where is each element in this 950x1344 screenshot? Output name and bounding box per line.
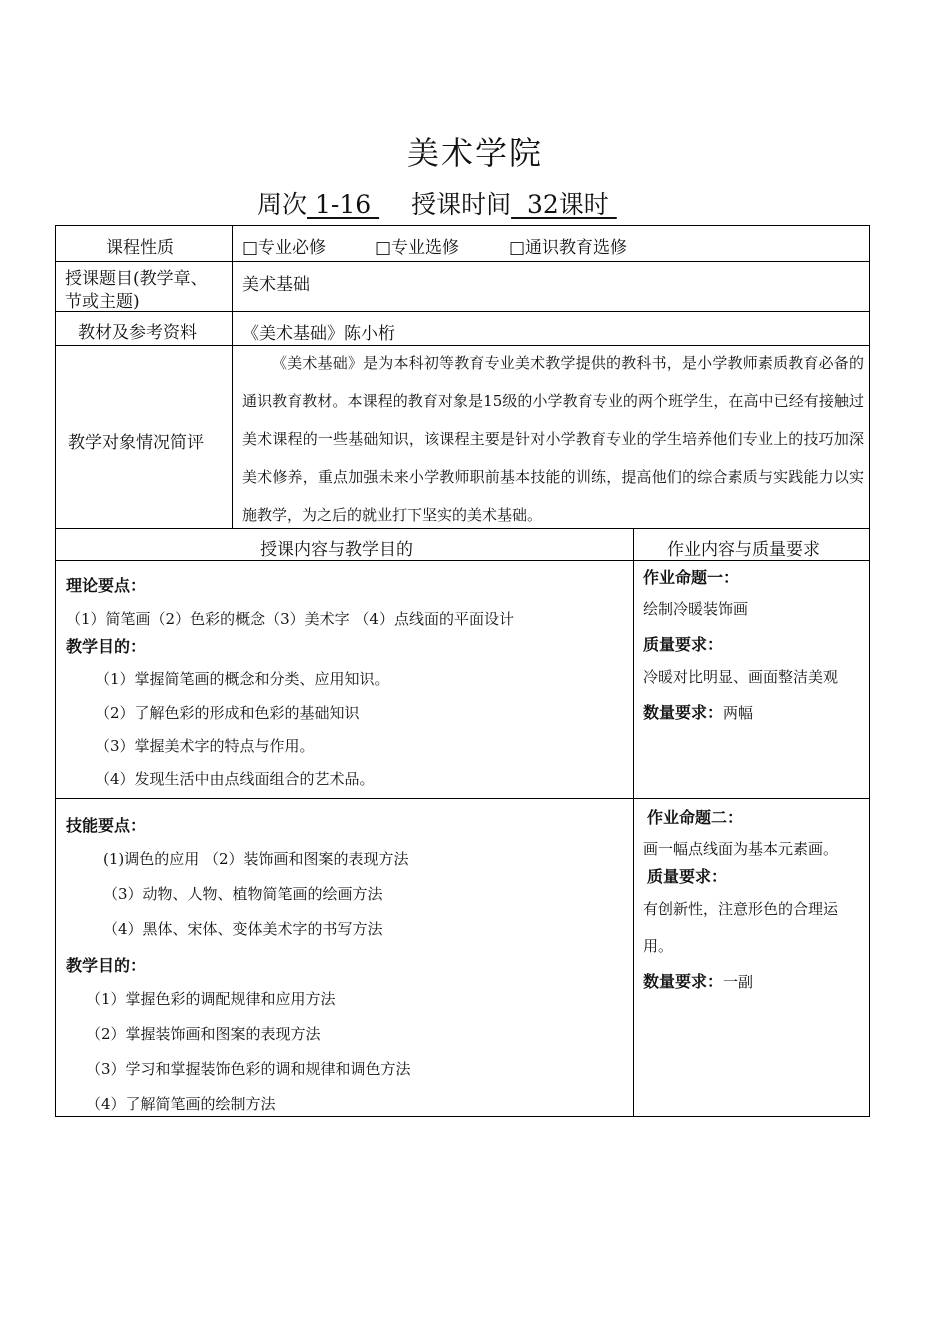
materials-label: 教材及参考资料 <box>78 323 197 343</box>
skills-point-2: （3）动物、人物、植物简笔画的绘画方法 <box>103 885 383 903</box>
hours-label: 授课时间 <box>411 190 512 219</box>
homework1-task: 绘制冷暖装饰画 <box>643 600 749 618</box>
homework2-heading: 作业命题二： <box>647 808 744 827</box>
theory-goal-3: （3）掌握美术字的特点与作用。 <box>95 737 315 755</box>
option-required[interactable]: □专业必修 <box>242 238 327 258</box>
homework2-quantity-heading: 数量要求： <box>643 972 724 991</box>
page-title: 美术学院 <box>406 134 543 172</box>
week-value: 1-16 <box>307 190 380 219</box>
homework2-quality-heading: 质量要求： <box>647 867 728 886</box>
topic-value: 美术基础 <box>242 275 310 295</box>
option-elective[interactable]: □专业选修 <box>375 238 460 258</box>
week-label: 周次 <box>257 190 308 219</box>
content-header: 授课内容与教学目的 <box>260 540 413 560</box>
audience-text: 《美术基础》是为本科初等教育专业美术教学提供的教科书，是小学教师素质教育必备的通识教育教材。本课程的教育对象是15级的小学教育专业的两个班学生，在高中已经有接触过美术课程的一些基础知识，该课程主要是针对小学教育专业的学生培养他们专业上的技巧加深美术修养，重点加强未来小学教师职前基本技能的训练，提高他们的综合素质与实践能力以实施教学，为之后的就业打下坚实的美术基础。 <box>242 354 864 524</box>
skills-point-1: (1)调色的应用 （2）装饰画和图案的表现方法 <box>103 850 409 868</box>
course-type-label: 课程性质 <box>106 238 174 258</box>
skills-point-3: （4）黑体、宋体、变体美术字的书写方法 <box>103 920 383 938</box>
topic-label-line2: 节或主题) <box>65 292 140 312</box>
option-general-elective[interactable]: □通识教育选修 <box>509 238 628 258</box>
topic-label-line1: 授课题目(教学章、 <box>65 269 208 289</box>
skills-goal-1: （1）掌握色彩的调配规律和应用方法 <box>86 990 336 1008</box>
theory-goal-4: （4）发现生活中由点线面组合的艺术品。 <box>95 770 375 788</box>
theory-goal-2: （2）了解色彩的形成和色彩的基础知识 <box>95 704 360 722</box>
homework2-quantity: 一副 <box>723 973 754 991</box>
homework1-quantity-row <box>643 700 753 723</box>
audience-label: 教学对象情况简评 <box>68 433 204 453</box>
theory-heading: 理论要点： <box>66 576 147 595</box>
homework1-quality: 冷暖对比明显、画面整洁美观 <box>643 668 839 686</box>
theory-points: （1）简笔画（2）色彩的概念（3）美术字 （4）点线面的平面设计 <box>66 610 514 628</box>
skills-goal-4: （4）了解简笔画的绘制方法 <box>86 1095 276 1113</box>
homework1-quantity: 两幅 <box>723 704 754 722</box>
skills-goal-2: （2）掌握装饰画和图案的表现方法 <box>86 1025 321 1043</box>
skills-goal-3: （3）学习和掌握装饰色彩的调和规律和调色方法 <box>86 1060 411 1078</box>
skills-goal-heading: 教学目的： <box>66 956 147 975</box>
theory-goal-heading: 教学目的： <box>66 637 147 656</box>
homework1-heading: 作业命题一： <box>643 568 740 587</box>
homework2-task: 画一幅点线面为基本元素画。 <box>643 840 839 858</box>
hours-value: 32课时 <box>511 190 617 219</box>
homework2-quality-line1: 有创新性，注意形色的合理运 <box>643 900 839 918</box>
schedule-line <box>257 185 617 221</box>
materials-value: 《美术基础》陈小桁 <box>242 324 395 344</box>
theory-goal-1: （1）掌握简笔画的概念和分类、应用知识。 <box>95 670 390 688</box>
homework1-quality-heading: 质量要求： <box>643 635 724 654</box>
skills-heading: 技能要点： <box>66 816 147 835</box>
homework2-quantity-row <box>643 969 753 992</box>
homework1-quantity-heading: 数量要求： <box>643 703 724 722</box>
homework-header: 作业内容与质量要求 <box>667 540 820 560</box>
homework2-quality-line2: 用。 <box>643 937 674 955</box>
